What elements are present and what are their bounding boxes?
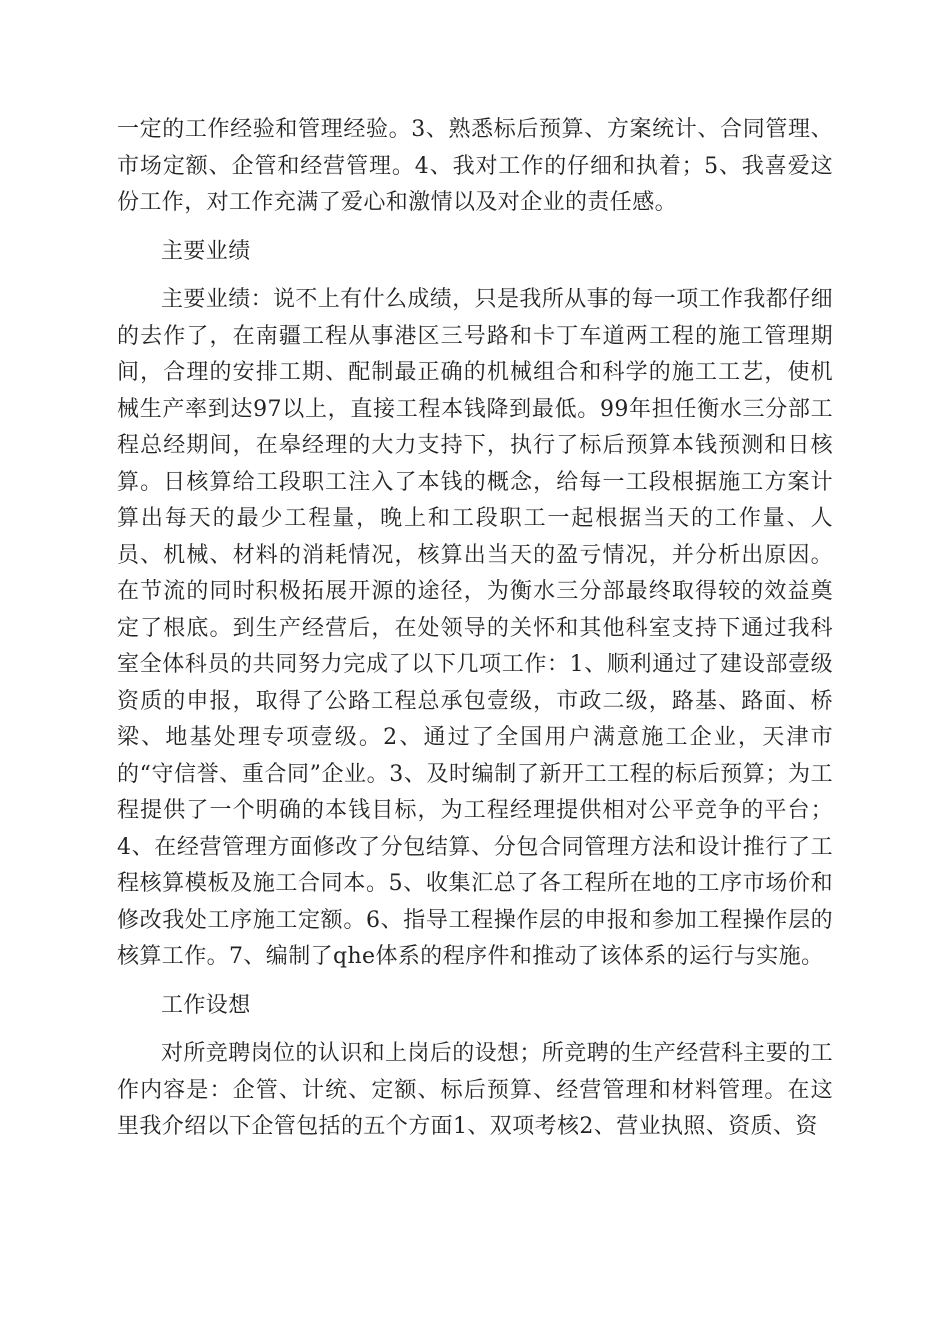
document-body [117,112,833,1146]
paragraph-achievements: 主要业绩：说不上有什么成绩，只是我所从事的每一项工作我都仔细的去作了，在南疆工程从事港区三号路和卡丁车道两工程的施工管理期间，合理的安排工期、配制最正确的机械组合和科学的施工工艺，使机械生产率到达97以上，直接工程本钱降到最低。99年担任衡水三分部工程总经期间，在皋经理的大力支持下，执行了标后预算本钱预测和日核算。日核算给工段职工注入了本钱的概念，给每一工段根据施工方案计算出每天的最少工程量，晚上和工段职工一起根据当天的工作量、人员、机械、材料的消耗情况，核算出当天的盈亏情况，并分析出原因。在节流的同时积极拓展开源的途径，为衡水三分部最终取得较的效益奠定了根底。到生产经营后，在处领导的关怀和其他科室支持下通过我科室全体科员的共同努力完成了以下几项工作：1、顺利通过了建设部壹级资质的申报，取得了公路工程总承包壹级，市政二级，路基、路面、桥梁、地基处理专项壹级。2、通过了全国用户满意施工企业，天津市的“守信誉、重合同”企业。3、及时编制了新开工工程的标后预算；为工程提供了一个明确的本钱目标，为工程经理提供相对公平竞争的平台；4、在经营管理方面修改了分包结算、分包合同管理方法和设计推行了工程核算模板及施工合同本。5、收集汇总了各工程所在地的工序市场价和修改我处工序施工定额。6、指导工程操作层的申报和参加工程操作层的核算工作。7、编制了qhe体系的程序件和推动了该体系的运行与实施。 [117,287,834,969]
section-heading-achievements: 主要业绩 [161,238,251,264]
paragraph-ideas: 对所竞聘岗位的认识和上岗后的设想；所竞聘的生产经营科主要的工作内容是：企管、计统、定额、标后预算、经营管理和材料管理。在这里我介绍以下企管包括的五个方面1、双项考核2、营业执照、资质、资 [117,1041,834,1139]
section-heading-ideas: 工作设想 [161,992,251,1018]
paragraph-continuation: 一定的工作经验和管理经验。3、熟悉标后预算、方案统计、合同管理、市场定额、企管和经营管理。4、我对工作的仔细和执着；5、我喜爱这份工作，对工作充满了爱心和激情以及对企业的责任感。 [117,117,833,215]
